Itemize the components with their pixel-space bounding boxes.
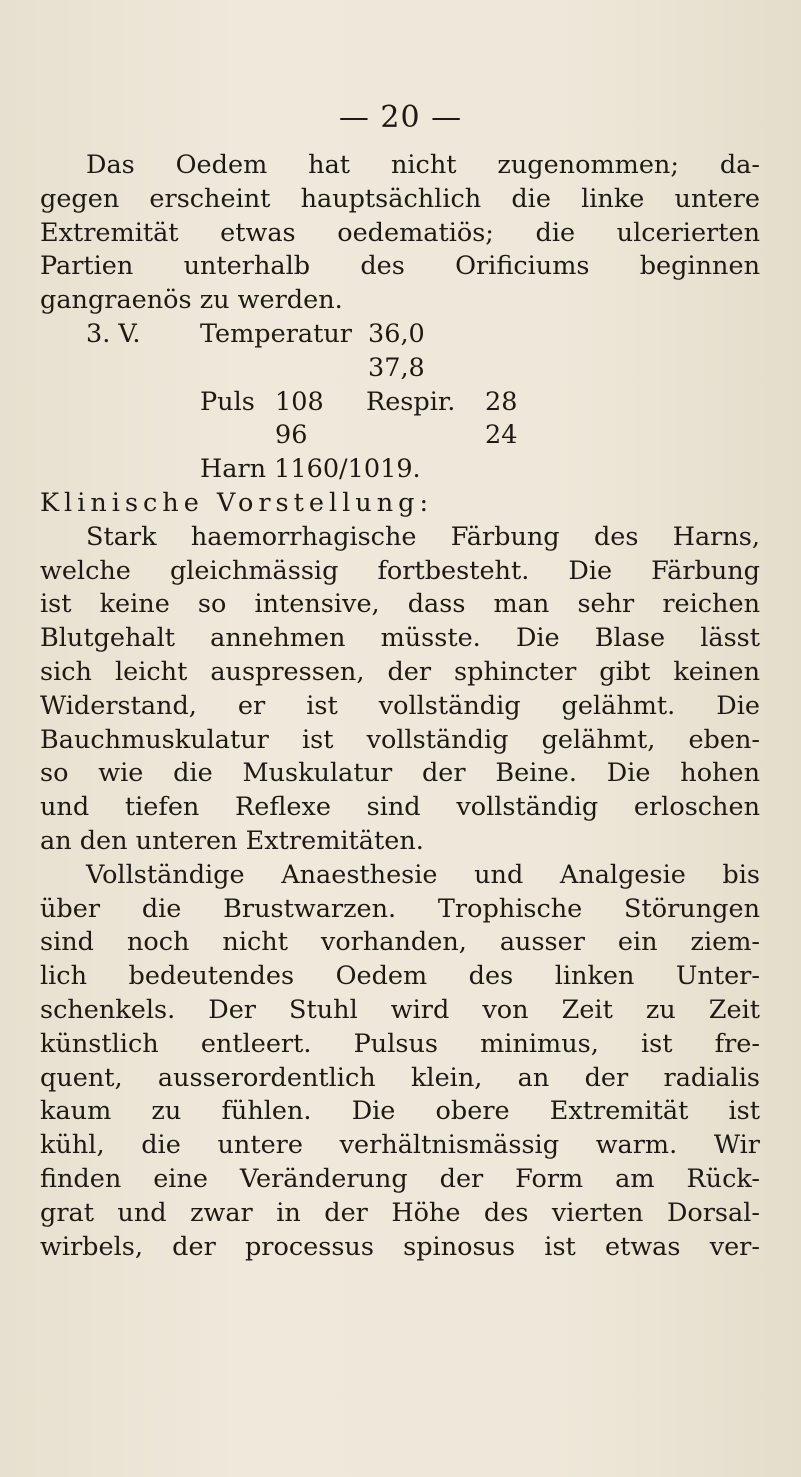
temperature-label: Temperatur <box>200 318 352 349</box>
temperature-value: 36,0 <box>368 318 425 349</box>
pulse-value: 108 <box>275 386 324 417</box>
text-line: künstlich entleert. Pulsus minimus, ist fre- <box>40 1028 760 1059</box>
text-line: sich leicht auspressen, der sphincter gibt keinen <box>40 656 760 687</box>
text-line: gangraenös zu werden. <box>40 285 343 316</box>
page-number: — 20 — <box>338 100 463 135</box>
text-line: quent, ausserordentlich klein, an der radialis <box>40 1062 760 1093</box>
text-line: Bauchmuskulatur ist vollständig gelähmt, eben- <box>40 724 760 755</box>
text-line: Extremität etwas oedematiös; die ulcerierten <box>40 217 760 248</box>
vitals-row-4 <box>40 419 760 453</box>
text-line: kühl, die untere verhältnismässig warm. Wir <box>40 1130 760 1161</box>
respiration-label: Respir. <box>366 386 456 417</box>
text-line: so wie die Muskulatur der Beine. Die hohen <box>40 758 760 789</box>
text-line: Widerstand, er ist vollständig gelähmt. Die <box>40 690 760 721</box>
pulse-value: 96 <box>275 420 308 451</box>
text-line: über die Brustwarzen. Trophische Störungen <box>40 893 760 924</box>
vitals-row-2 <box>40 352 760 386</box>
date: 3. V. <box>86 318 141 349</box>
text-line: grat und zwar in der Höhe des vierten Dorsal- <box>40 1197 760 1228</box>
pulse-label: Puls <box>200 386 255 417</box>
text-line: schenkels. Der Stuhl wird von Zeit zu Zeit <box>40 994 760 1025</box>
urine-value: Harn 1160/1019. <box>200 454 421 485</box>
vitals-row-5 <box>40 453 760 487</box>
text-line: Vollständige Anaesthesie und Analgesie bis <box>86 859 760 890</box>
text-line: Stark haemorrhagische Färbung des Harns, <box>86 521 760 552</box>
text-line: Das Oedem hat nicht zugenommen; da- <box>86 150 760 180</box>
respiration-value: 28 <box>485 386 518 417</box>
text-line: Blutgehalt annehmen müsste. Die Blase lässt <box>40 623 760 654</box>
page-body <box>40 149 760 1264</box>
text-line: ist keine so intensive, dass man sehr reichen <box>40 589 760 620</box>
text-line: kaum zu fühlen. Die obere Extremität ist <box>40 1096 760 1127</box>
temperature-value: 37,8 <box>368 352 425 383</box>
text-line: finden eine Veränderung der Form am Rück- <box>40 1163 760 1194</box>
text-line: an den unteren Extremitäten. <box>40 825 424 856</box>
vitals-row-3 <box>40 386 760 420</box>
text-line: sind noch nicht vorhanden, ausser ein ziem- <box>40 927 760 958</box>
text-line: welche gleichmässig fortbesteht. Die Färbung <box>40 555 760 586</box>
text-line: Partien unterhalb des Orificiums beginnen <box>40 251 760 282</box>
vitals-row-1 <box>40 318 760 352</box>
text-line: und tiefen Reflexe sind vollständig erloschen <box>40 792 760 823</box>
text-line: gegen erscheint hauptsächlich die linke untere <box>40 183 760 214</box>
section-heading: Klinische Vorstellung: <box>40 487 434 518</box>
text-line: wirbels, der processus spinosus ist etwas ver- <box>40 1231 760 1262</box>
respiration-value: 24 <box>485 420 518 451</box>
text-line: lich bedeutendes Oedem des linken Unter- <box>40 961 760 992</box>
